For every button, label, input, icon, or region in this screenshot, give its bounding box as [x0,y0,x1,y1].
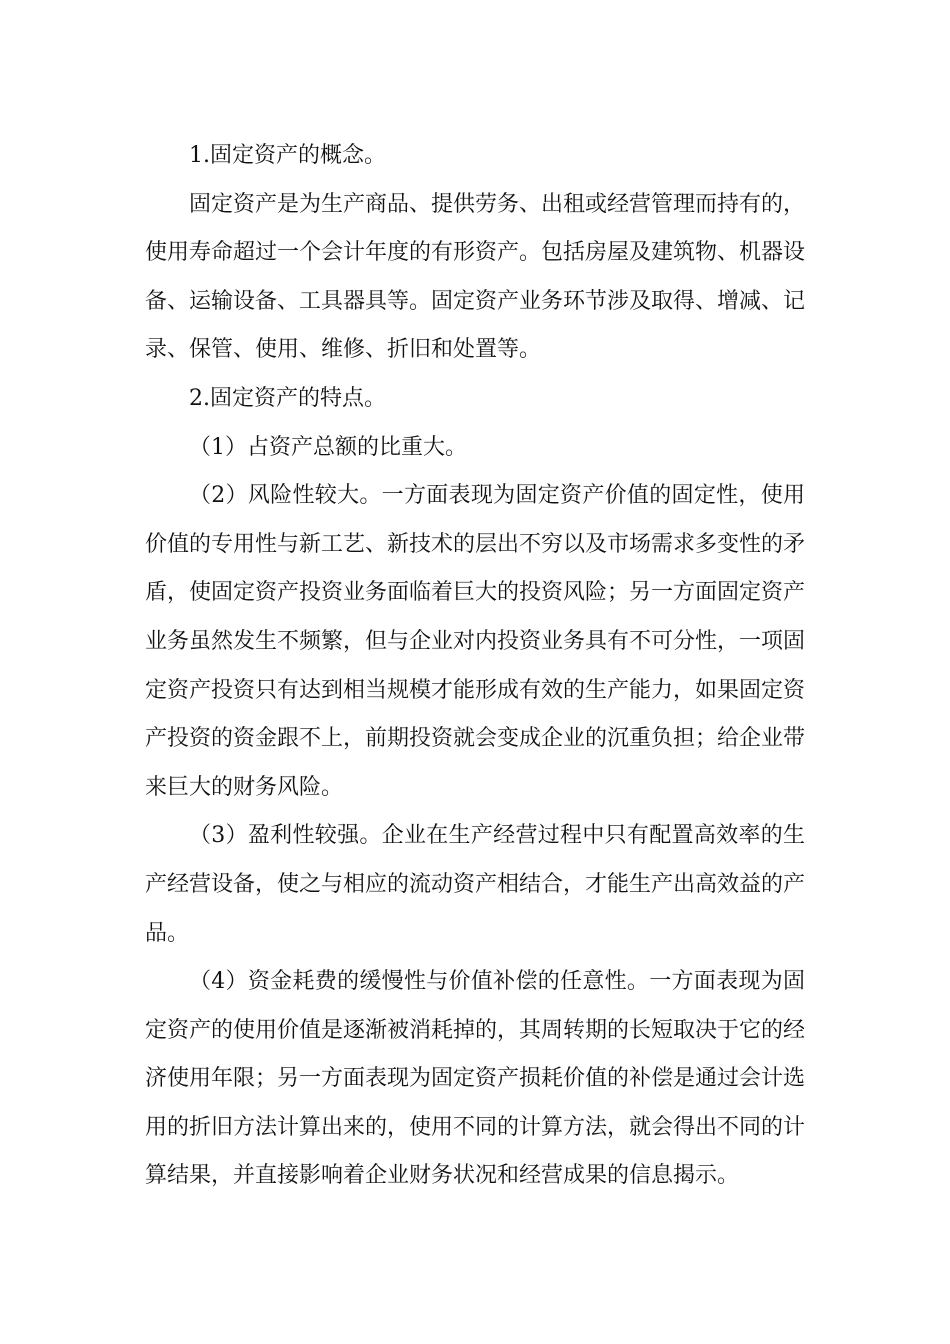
feature-item-4: （4）资金耗费的缓慢性与价值补偿的任意性。一方面表现为固定资产的使用价值是逐渐被消耗掉的，其周转期的长短取决于它的经济使用年限；另一方面表现为固定资产损耗价值的补偿是通过会计选用的折旧方法计算出来的，使用不同的计算方法，就会得出不同的计算结果，并直接影响着企业财务状况和经营成果的信息揭示。 [145,969,806,1189]
section-heading-features: 2.固定资产的特点。 [189,385,386,411]
section-heading-concept: 1.固定资产的概念。 [189,143,386,168]
feature-item-2: （2）风险性较大。一方面表现为固定资产价值的固定性，使用价值的专用性与新工艺、新技术的层出不穷以及市场需求多变性的矛盾，使固定资产投资业务面临着巨大的投资风险；另一方面固定资产业务虽然发生不频繁，但与企业对内投资业务具有不可分性，一项固定资产投资只有达到相当规模才能形成有效的生产能力，如果固定资产投资的资金跟不上，前期投资就会变成企业的沉重负担；给企业带来巨大的财务风险。 [145,483,806,800]
feature-item-3: （3）盈利性较强。企业在生产经营过程中只有配置高效率的生产经营设备，使之与相应的流动资产相结合，才能生产出高效益的产品。 [145,823,806,946]
feature-item-1: （1）占资产总额的比重大。 [189,434,467,460]
document-page [145,132,805,1201]
paragraph-definition: 固定资产是为生产商品、提供劳务、出租或经营管理而持有的，使用寿命超过一个会计年度的有形资产。包括房屋及建筑物、机器设备、运输设备、工具器具等。固定资产业务环节涉及取得、增减、记录、保管、使用、维修、折旧和处置等。 [145,191,806,363]
